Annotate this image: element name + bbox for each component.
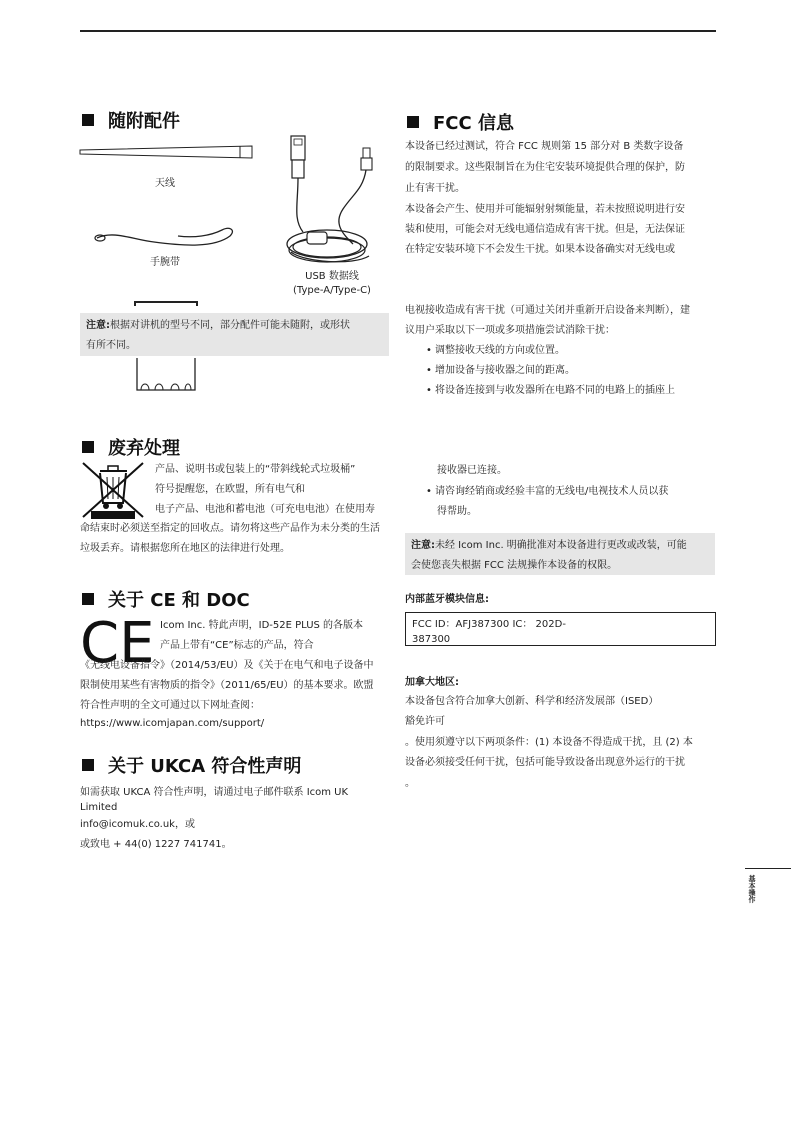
usb-label-line1: USB 数据线 (305, 271, 359, 282)
ukca-line2: Limited (80, 802, 118, 813)
bluetooth-id-box (405, 612, 716, 646)
canada-l5: 。 (405, 778, 415, 789)
antenna-label: 天线 (155, 178, 175, 189)
side-section-tab (745, 868, 791, 913)
ce-mark-text: CE (80, 611, 155, 676)
disposal-line4: 命结束时必须送至指定的回收点。请勿将这些产品作为未分类的生活 (80, 523, 380, 534)
fcc-heading: FCC 信息 (407, 109, 514, 135)
weee-bin-icon (81, 461, 145, 521)
fcc-p1-l2: 的限制要求。这些限制旨在为住宅安装环境提供合理的保护，防 (405, 162, 685, 173)
fcc-p2-l2: 装和使用，可能会对无线电通信造成有害干扰。但是，无法保证 (405, 224, 685, 235)
ce-line1: Icom Inc. 特此声明，ID-52E PLUS 的各版本 (160, 620, 364, 631)
fcc-note-l2: 会使您丧失根据 FCC 法规操作本设备的权限。 (411, 560, 618, 571)
fcc-bullet-4: • 请咨询经销商或经验丰富的无线电/电视技术人员以获 (426, 486, 669, 497)
ukca-line1: 如需获取 UKCA 符合性声明，请通过电子邮件联系 Icom UK (80, 787, 349, 798)
canada-l1: 本设备包含符合加拿大创新、科学和经济发展部（ISED） (405, 696, 659, 707)
note-label: 注意: (86, 320, 110, 331)
fcc-note (405, 533, 715, 575)
strap-label: 手腕带 (150, 257, 180, 268)
bluetooth-box-l2: 387300 (412, 634, 451, 645)
bluetooth-heading: 内部蓝牙模块信息: (405, 594, 489, 605)
disposal-heading: 废弃处理 (82, 434, 180, 460)
fcc-p1-l3: 止有害干扰。 (405, 183, 465, 194)
ce-line4: 限制使用某些有害物质的指令》（2011/65/EU）的基本要求。欧盟 (80, 680, 374, 691)
fcc-bullet-3-cont: 接收器已连接。 (437, 465, 507, 476)
ce-line2: 产品上带有“CE”标志的产品，符合 (160, 640, 314, 651)
fcc-p1-l1: 本设备已经过测试，符合 FCC 规则第 15 部分对 B 类数字设备 (405, 141, 684, 152)
bluetooth-box-l1: FCC ID：AFJ387300 IC： 202D- (412, 619, 566, 630)
note-text-2: 有所不同。 (86, 340, 136, 351)
fcc-p3-l2: 议用户采取以下一项或多项措施尝试消除干扰： (405, 325, 615, 336)
usb-cable-illustration (283, 134, 379, 274)
disposal-line3: 电子产品、电池和蓄电池（可充电电池）在使用寿 (155, 504, 375, 515)
fcc-p2-l1: 本设备会产生、使用并可能辐射射频能量，若未按照说明进行安 (405, 204, 685, 215)
fcc-bullet-4-cont: 得帮助。 (437, 506, 477, 517)
disposal-line2: 符号提醒您，在欧盟，所有电气和 (155, 484, 305, 495)
accessories-note (80, 313, 389, 356)
ce-url[interactable]: https://www.icomjapan.com/support/ (80, 718, 265, 729)
note-text-1: 根据对讲机的型号不同，部分配件可能未随附，或形状 (110, 320, 350, 331)
fcc-p3-l1: 电视接收造成有害干扰（可通过关闭并重新开启设备来判断），建 (405, 305, 690, 316)
wrist-strap-illustration (94, 224, 239, 250)
fcc-p2-l3: 在特定安装环境下不会发生干扰。如果本设备确实对无线电或 (405, 244, 675, 255)
accessories-heading: 随附配件 (82, 107, 180, 133)
ukca-heading: 关于 UKCA 符合性声明 (82, 752, 301, 778)
top-rule (80, 30, 716, 32)
fcc-bullet-2: • 增加设备与接收器之间的距离。 (426, 365, 575, 376)
ce-line3: 《无线电设备指令》（2014/53/EU）及《关于在电气和电子设备中 (80, 660, 374, 671)
fcc-note-label: 注意: (411, 540, 435, 551)
canada-l3: 。使用须遵守以下两项条件：(1) 本设备不得造成干扰，且 (2) 本 (405, 737, 693, 748)
usb-label-line2: (Type-A/Type-C) (293, 285, 371, 296)
antenna-illustration (80, 144, 255, 164)
disposal-line1: 产品、说明书或包装上的“带斜线轮式垃圾桶” (155, 464, 356, 475)
fcc-note-l1: 未经 Icom Inc. 明确批准对本设备进行更改或改装，可能 (435, 540, 687, 551)
ukca-phone: 或致电 + 44(0) 1227 741741。 (80, 839, 232, 850)
ce-line5: 符合性声明的全文可通过以下网址查阅： (80, 700, 260, 711)
canada-l2: 豁免许可 (405, 716, 445, 727)
side-tab-label: 基本操作 (748, 875, 756, 903)
ukca-email[interactable]: info@icomuk.co.uk，或 (80, 819, 195, 830)
fcc-bullet-1: • 调整接收天线的方向或位置。 (426, 345, 565, 356)
ce-heading: 关于 CE 和 DOC (82, 586, 250, 612)
canada-l4: 设备必须接受任何干扰，包括可能导致设备出现意外运行的干扰 (405, 757, 685, 768)
disposal-line5: 垃圾丢弃。请根据您所在地区的法律进行处理。 (80, 543, 290, 554)
canada-heading: 加拿大地区: (405, 677, 459, 688)
fcc-bullet-3: • 将设备连接到与收发器所在电路不同的电路上的插座上 (426, 385, 675, 396)
